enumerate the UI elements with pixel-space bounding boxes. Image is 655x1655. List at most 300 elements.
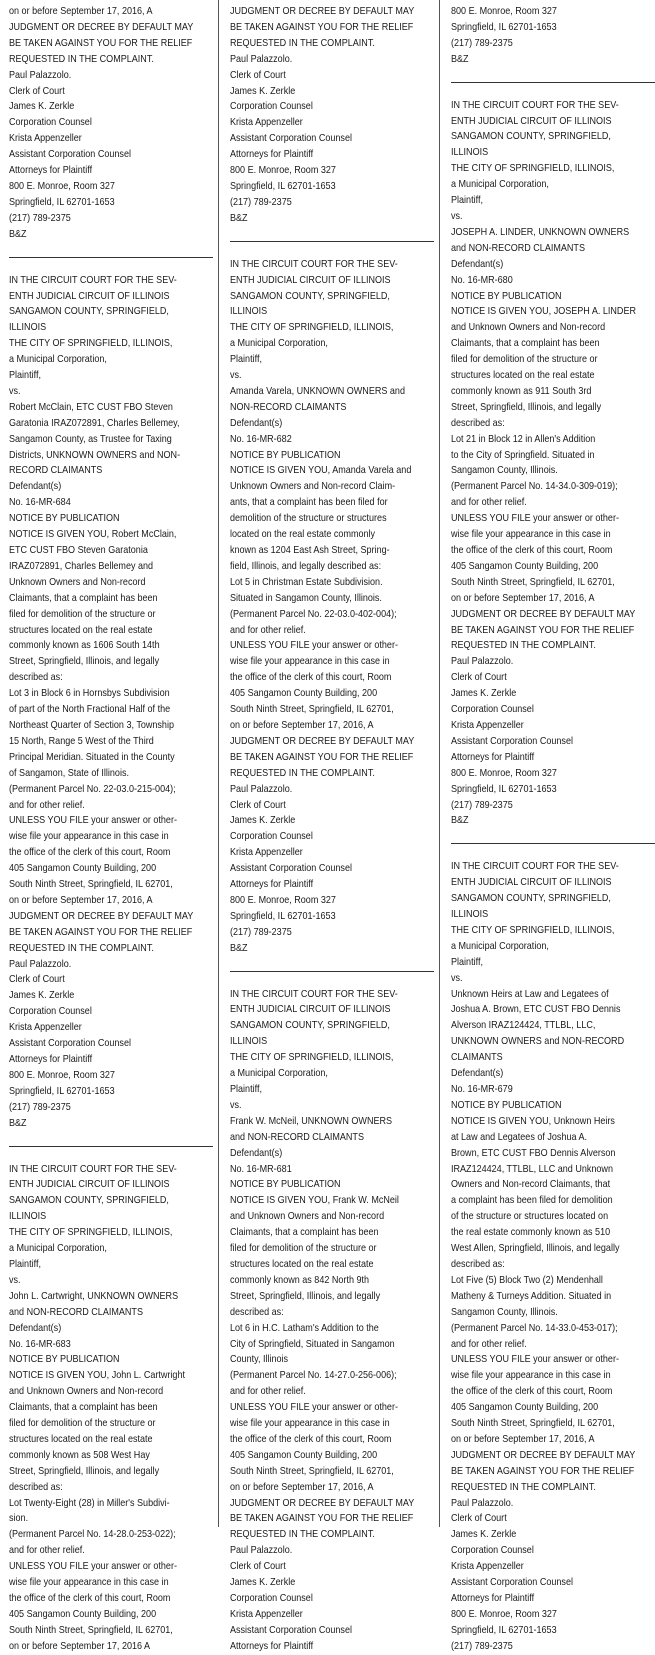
legal-notice	[9, 1162, 213, 1655]
notice-text-line: Assistant Corporation Counsel	[9, 148, 131, 161]
column-1	[9, 4, 213, 1655]
notice-text-line: THE CITY OF SPRINGFIELD, ILLINOIS,	[451, 162, 615, 175]
notice-text-line: UNKNOWN OWNERS and NON-RECORD	[451, 1035, 625, 1048]
notice-text-line: Principal Meridian. Situated in the County	[9, 750, 175, 763]
notice-text-line: the real estate commonly known as 510	[451, 1226, 611, 1239]
notice-text-line: described as:	[451, 416, 505, 429]
notice-text-line: Sangamon County, Illinois.	[451, 464, 558, 477]
notice-text-line: Corporation Counsel	[230, 1592, 313, 1604]
notice-text-line: vs.	[451, 971, 463, 984]
notice-text-line: UNLESS YOU FILE your answer or other-	[230, 1401, 398, 1414]
notice-text-line: Paul Palazzolo.	[230, 1544, 293, 1557]
notice-text-line: Robert McClain, ETC CUST FBO Steven	[9, 400, 173, 413]
notice-text-line: Claimants, that a complaint has been	[451, 337, 600, 350]
notice-text-line: RECORD CLAIMANTS	[9, 464, 103, 477]
notice-text-line: Claimants, that a complaint has been	[9, 591, 158, 604]
notice-text-line: Street, Springfield, Illinois, and legally	[9, 655, 160, 668]
legal-notice	[9, 4, 213, 243]
notice-text-line: Clerk of Court	[230, 1560, 286, 1573]
notice-text-line: wise file your appearance in this case in	[230, 1417, 390, 1430]
notice-text-line: Krista Appenzeller	[451, 718, 524, 731]
notice-text-line: Attorneys for Plaintiff	[451, 750, 535, 763]
notice-text-line: Assistant Corporation Counsel	[451, 1576, 573, 1589]
legal-notice	[451, 4, 655, 68]
notice-text-line: Claimants, that a complaint has been	[9, 1401, 158, 1414]
notice-text-line: Assistant Corporation Counsel	[9, 1037, 131, 1050]
notice-text-line: NOTICE BY PUBLICATION	[230, 448, 341, 461]
notice-text-line: REQUESTED IN THE COMPLAINT.	[230, 766, 375, 779]
notice-text-line: UNLESS YOU FILE your answer or other-	[230, 639, 398, 652]
notice-text-line: wise file your appearance in this case in	[230, 655, 390, 668]
notice-text-line: Lot 6 in H.C. Latham's Addition to the	[230, 1321, 379, 1334]
notice-text-line: filed for demolition of the structure or	[230, 1242, 377, 1255]
notice-text-line: City of Springfield, Situated in Sangamon	[230, 1337, 395, 1350]
notice-text-line: B&Z	[230, 211, 248, 224]
notice-text-line: (Permanent Parcel No. 14-28.0-253-022);	[9, 1528, 176, 1541]
notice-text-line: Defendant(s)	[451, 257, 504, 270]
notice-text-line: NOTICE BY PUBLICATION	[9, 1353, 120, 1366]
notice-separator	[230, 971, 434, 972]
notice-text-line: Attorneys for Plaintiff	[451, 1592, 535, 1604]
notice-text-line: Paul Palazzolo.	[451, 1496, 514, 1509]
notice-text-line: Alverson IRAZ124424, TTLBL, LLC,	[451, 1019, 596, 1032]
notice-text-line: Assistant Corporation Counsel	[451, 734, 573, 747]
notice-text-line: 405 Sangamon County Building, 200	[230, 1448, 378, 1461]
notice-text-line: field, Illinois, and legally described as:	[230, 559, 382, 572]
notice-text-line: and Unknown Owners and Non-record	[9, 1385, 164, 1398]
notice-text-line: Springfield, IL 62701-1653	[451, 782, 557, 795]
notice-text-line: No. 16-MR-680	[451, 273, 513, 286]
notice-text-line: a Municipal Corporation,	[451, 178, 549, 191]
notice-text-line: ENTH JUDICIAL CIRCUIT OF ILLINOIS	[9, 289, 170, 302]
notice-text-line: JUDGMENT OR DECREE BY DEFAULT MAY	[9, 20, 194, 33]
notice-text-line: (Permanent Parcel No. 14-33.0-453-017);	[451, 1321, 618, 1334]
notice-text-line: BE TAKEN AGAINST YOU FOR THE RELIEF	[230, 750, 414, 763]
notice-text-line: Corporation Counsel	[9, 116, 92, 129]
notice-text-line: Springfield, IL 62701-1653	[9, 1084, 115, 1097]
notice-text-line: BE TAKEN AGAINST YOU FOR THE RELIEF	[451, 623, 635, 636]
notice-text-line: ENTH JUDICIAL CIRCUIT OF ILLINOIS	[230, 273, 391, 286]
notice-separator	[9, 1146, 213, 1147]
notice-text-line: Districts, UNKNOWN OWNERS and NON-	[9, 448, 181, 461]
notice-text-line: No. 16-MR-679	[451, 1083, 513, 1095]
notice-text-line: James K. Zerkle	[451, 687, 517, 700]
notice-text-line: Attorneys for Plaintiff	[230, 148, 314, 161]
notice-text-line: No. 16-MR-681	[230, 1162, 292, 1175]
notice-text-line: ENTH JUDICIAL CIRCUIT OF ILLINOIS	[9, 1178, 170, 1191]
notice-text-line: THE CITY OF SPRINGFIELD, ILLINOIS,	[230, 321, 394, 334]
notice-text-line: to the City of Springfield. Situated in	[451, 448, 595, 461]
notice-text-line: and for other relief.	[451, 1337, 527, 1350]
notice-text-line: THE CITY OF SPRINGFIELD, ILLINOIS,	[230, 1051, 394, 1064]
notice-text-line: and NON-RECORD CLAIMANTS	[9, 1305, 143, 1318]
notice-text-line: 405 Sangamon County Building, 200	[230, 687, 378, 700]
notice-text-line: on or before September 17, 2016, A	[9, 5, 153, 17]
notice-text-line: John L. Cartwright, UNKNOWN OWNERS	[9, 1289, 179, 1302]
notice-text-line: UNLESS YOU FILE your answer or other-	[9, 1560, 177, 1573]
notice-text-line: Matheny & Turneys Addition. Situated in	[451, 1289, 612, 1302]
notice-text-line: ILLINOIS	[230, 1035, 268, 1048]
notice-text-line: ILLINOIS	[9, 321, 47, 334]
notice-text-line: Lot 5 in Christman Estate Subdivision.	[230, 575, 383, 588]
notice-text-line: Unknown Heirs at Law and Legatees of	[451, 987, 609, 1000]
notice-text-line: Attorneys for Plaintiff	[9, 1053, 93, 1065]
notice-text-line: described as:	[9, 1480, 63, 1493]
notice-text-line: (217) 789-2375	[230, 925, 292, 938]
notice-text-line: South Ninth Street, Springfield, IL 62701,	[9, 1623, 173, 1636]
notice-text-line: South Ninth Street, Springfield, IL 62701,	[9, 878, 173, 891]
notice-text-line: NON-RECORD CLAIMANTS	[230, 400, 347, 413]
notice-text-line: known as 1204 East Ash Street, Spring-	[230, 544, 390, 556]
notice-text-line: Paul Palazzolo.	[451, 655, 514, 668]
notice-text-line: NOTICE IS GIVEN YOU, Frank W. McNeil	[230, 1194, 399, 1207]
notice-text-line: ILLINOIS	[451, 146, 489, 159]
notice-text-line: Krista Appenzeller	[451, 1560, 524, 1573]
notice-text-line: James K. Zerkle	[9, 100, 75, 113]
notice-text-line: ants, that a complaint has been filed for	[230, 496, 388, 509]
notice-text-line: UNLESS YOU FILE your answer or other-	[451, 1353, 619, 1366]
notice-text-line: Springfield, IL 62701-1653	[451, 1623, 557, 1636]
notice-text-line: NOTICE BY PUBLICATION	[9, 512, 120, 525]
notice-text-line: BE TAKEN AGAINST YOU FOR THE RELIEF	[230, 1512, 414, 1525]
notice-separator	[451, 843, 655, 844]
notice-text-line: Clerk of Court	[451, 1512, 507, 1525]
notice-text-line: Owners and Non-record Claimants, that	[451, 1178, 611, 1191]
notice-text-line: of Sangamon, State of Illinois.	[9, 766, 129, 779]
notice-text-line: structures located on the real estate	[451, 369, 595, 382]
notice-text-line: JUDGMENT OR DECREE BY DEFAULT MAY	[230, 734, 415, 747]
notice-text-line: South Ninth Street, Springfield, IL 62701,	[230, 1464, 394, 1477]
notice-text-line: Unknown Owners and Non-record	[9, 575, 146, 588]
notice-text-line: SANGAMON COUNTY, SPRINGFIELD,	[9, 305, 169, 318]
notice-text-line: 800 E. Monroe, Room 327	[9, 1068, 115, 1081]
notice-separator	[451, 82, 655, 83]
legal-notice	[230, 4, 434, 227]
notice-text-line: a Municipal Corporation,	[230, 337, 328, 350]
notice-text-line: Defendant(s)	[230, 1146, 283, 1159]
notice-text-line: West Allen, Springfield, Illinois, and legally	[451, 1242, 620, 1255]
notice-text-line: Krista Appenzeller	[230, 116, 303, 129]
notice-text-line: Paul Palazzolo.	[230, 782, 293, 795]
notice-text-line: Assistant Corporation Counsel	[230, 1623, 352, 1636]
notice-text-line: UNLESS YOU FILE your answer or other-	[9, 814, 177, 827]
notice-text-line: 15 North, Range 5 West of the Third	[9, 734, 154, 747]
notice-text-line: Corporation Counsel	[451, 703, 534, 716]
notice-text-line: (217) 789-2375	[9, 211, 71, 224]
notice-text-line: and for other relief.	[451, 496, 527, 509]
notice-text-line: described as:	[230, 1305, 284, 1318]
notice-text-line: commonly known as 842 North 9th	[230, 1273, 370, 1286]
notice-text-line: Northeast Quarter of Section 3, Township	[9, 718, 174, 731]
notice-text-line: the office of the clerk of this court, Room	[451, 544, 613, 556]
notice-text-line: ILLINOIS	[230, 305, 268, 318]
notice-text-line: vs.	[230, 1098, 242, 1111]
notice-text-line: 405 Sangamon County Building, 200	[9, 862, 157, 875]
notice-text-line: Joshua A. Brown, ETC CUST FBO Dennis	[451, 1003, 621, 1016]
notice-text-line: South Ninth Street, Springfield, IL 62701,	[451, 1417, 615, 1430]
notice-text-line: NOTICE BY PUBLICATION	[451, 1098, 562, 1111]
notice-text-line: located on the real estate commonly	[230, 528, 376, 541]
notice-text-line: IN THE CIRCUIT COURT FOR THE SEV-	[9, 1162, 177, 1175]
notice-text-line: at Law and Legatees of Joshua A.	[451, 1130, 588, 1143]
notice-text-line: Unknown Owners and Non-record Claim-	[230, 480, 396, 493]
notice-text-line: IN THE CIRCUIT COURT FOR THE SEV-	[230, 987, 398, 1000]
notice-text-line: (Permanent Parcel No. 14-27.0-256-006);	[230, 1369, 397, 1382]
notice-text-line: commonly known as 1606 South 14th	[9, 639, 160, 652]
notice-text-line: Defendant(s)	[9, 1321, 62, 1334]
notice-text-line: Krista Appenzeller	[9, 132, 82, 145]
notice-text-line: on or before September 17, 2016 A	[9, 1639, 151, 1652]
notice-text-line: commonly known as 508 West Hay	[9, 1448, 150, 1461]
notice-text-line: Clerk of Court	[230, 798, 286, 811]
notice-text-line: ILLINOIS	[451, 908, 489, 921]
legal-notice	[230, 987, 434, 1655]
notice-text-line: a complaint has been filed for demolition	[451, 1194, 613, 1207]
notice-text-line: sion.	[9, 1512, 29, 1525]
notice-text-line: (Permanent Parcel No. 22-03.0-402-004);	[230, 607, 397, 620]
notice-text-line: BE TAKEN AGAINST YOU FOR THE RELIEF	[230, 20, 414, 33]
notice-text-line: and for other relief.	[9, 798, 85, 811]
legal-notice	[451, 859, 655, 1654]
column-3	[451, 4, 655, 1655]
notice-text-line: 800 E. Monroe, Room 327	[451, 1607, 557, 1620]
notice-text-line: ENTH JUDICIAL CIRCUIT OF ILLINOIS	[230, 1003, 391, 1016]
notice-text-line: James K. Zerkle	[230, 814, 296, 827]
notice-text-line: vs.	[451, 209, 463, 222]
notice-text-line: (Permanent Parcel No. 14-34.0-309-019);	[451, 480, 618, 493]
notice-text-line: of the structure or structures located on	[451, 1210, 609, 1223]
notice-text-line: JUDGMENT OR DECREE BY DEFAULT MAY	[230, 1496, 415, 1509]
notice-text-line: IN THE CIRCUIT COURT FOR THE SEV-	[451, 98, 619, 111]
notice-text-line: wise file your appearance in this case in	[9, 1576, 169, 1589]
column-2	[230, 4, 434, 1655]
notice-text-line: (217) 789-2375	[9, 1100, 71, 1113]
notice-text-line: structures located on the real estate	[230, 1257, 374, 1270]
notice-text-line: No. 16-MR-683	[9, 1337, 71, 1350]
notice-separator	[9, 257, 213, 258]
notice-text-line: JUDGMENT OR DECREE BY DEFAULT MAY	[451, 1448, 636, 1461]
notice-text-line: NOTICE IS GIVEN YOU, Amanda Varela and	[230, 464, 412, 477]
notice-text-line: B&Z	[451, 52, 469, 65]
notice-text-line: BE TAKEN AGAINST YOU FOR THE RELIEF	[451, 1464, 635, 1477]
notice-text-line: NOTICE IS GIVEN YOU, John L. Cartwright	[9, 1369, 185, 1382]
notice-text-line: the office of the clerk of this court, Room	[230, 1432, 392, 1445]
notice-text-line: James K. Zerkle	[451, 1528, 517, 1541]
notice-text-line: REQUESTED IN THE COMPLAINT.	[9, 52, 154, 65]
legal-notice	[451, 98, 655, 830]
notice-text-line: 800 E. Monroe, Room 327	[230, 893, 336, 906]
notice-text-line: B&Z	[451, 814, 469, 827]
notice-text-line: Krista Appenzeller	[9, 1021, 82, 1034]
notice-text-line: Plaintiff,	[9, 369, 41, 382]
notice-text-line: THE CITY OF SPRINGFIELD, ILLINOIS,	[9, 1226, 173, 1239]
notice-text-line: on or before September 17, 2016, A	[451, 591, 595, 604]
notice-text-line: the office of the clerk of this court, Room	[9, 1592, 171, 1604]
notice-text-line: NOTICE BY PUBLICATION	[451, 289, 562, 302]
notice-text-line: JUDGMENT OR DECREE BY DEFAULT MAY	[451, 607, 636, 620]
notice-text-line: the office of the clerk of this court, Room	[451, 1385, 613, 1398]
notice-text-line: BE TAKEN AGAINST YOU FOR THE RELIEF	[9, 36, 193, 49]
notice-text-line: Clerk of Court	[9, 84, 65, 97]
notice-text-line: 405 Sangamon County Building, 200	[9, 1607, 157, 1620]
notice-text-line: B&Z	[9, 1116, 27, 1129]
notice-text-line: Clerk of Court	[230, 68, 286, 81]
notice-text-line: Frank W. McNeil, UNKNOWN OWNERS	[230, 1114, 393, 1127]
notice-text-line: on or before September 17, 2016, A	[9, 893, 153, 906]
notice-text-line: ENTH JUDICIAL CIRCUIT OF ILLINOIS	[451, 114, 612, 127]
notice-text-line: Amanda Varela, UNKNOWN OWNERS and	[230, 384, 405, 397]
notice-text-line: (217) 789-2375	[451, 1639, 513, 1652]
notice-text-line: Paul Palazzolo.	[9, 957, 72, 970]
notice-text-line: and NON-RECORD CLAIMANTS	[230, 1130, 364, 1143]
notice-text-line: (217) 789-2375	[451, 798, 513, 811]
notice-text-line: structures located on the real estate	[9, 623, 153, 636]
notice-text-line: Plaintiff,	[230, 1083, 262, 1095]
notice-text-line: IRAZ072891, Charles Bellemey and	[9, 559, 154, 572]
notice-text-line: JUDGMENT OR DECREE BY DEFAULT MAY	[230, 5, 415, 17]
notice-text-line: Street, Springfield, Illinois, and legally	[451, 400, 602, 413]
notice-text-line: wise file your appearance in this case in	[451, 1369, 611, 1382]
notice-text-line: a Municipal Corporation,	[451, 939, 549, 952]
column-divider	[218, 0, 219, 1527]
notice-text-line: Springfield, IL 62701-1653	[9, 195, 115, 208]
notice-text-line: structures located on the real estate	[9, 1432, 153, 1445]
notice-text-line: REQUESTED IN THE COMPLAINT.	[230, 1528, 375, 1541]
notice-text-line: Clerk of Court	[451, 671, 507, 684]
notice-text-line: and NON-RECORD CLAIMANTS	[451, 241, 585, 254]
notice-text-line: Corporation Counsel	[451, 1544, 534, 1557]
notice-text-line: Lot 21 in Block 12 in Allen's Addition	[451, 432, 596, 445]
notice-text-line: wise file your appearance in this case in	[451, 528, 611, 541]
notice-text-line: B&Z	[230, 941, 248, 954]
notice-text-line: 405 Sangamon County Building, 200	[451, 559, 599, 572]
notice-text-line: ETC CUST FBO Steven Garatonia	[9, 544, 148, 556]
notice-text-line: Attorneys for Plaintiff	[9, 164, 93, 177]
notice-text-line: 800 E. Monroe, Room 327	[451, 766, 557, 779]
notice-text-line: (217) 789-2375	[451, 36, 513, 49]
notice-text-line: Plaintiff,	[230, 353, 262, 366]
notice-text-line: on or before September 17, 2016, A	[230, 718, 374, 731]
column-divider	[439, 0, 440, 1527]
notice-text-line: James K. Zerkle	[230, 84, 296, 97]
notice-text-line: Corporation Counsel	[230, 830, 313, 843]
notice-text-line: THE CITY OF SPRINGFIELD, ILLINOIS,	[451, 923, 615, 936]
notice-text-line: THE CITY OF SPRINGFIELD, ILLINOIS,	[9, 337, 173, 350]
notice-text-line: IN THE CIRCUIT COURT FOR THE SEV-	[9, 273, 177, 286]
notice-text-line: Sangamon County, as Trustee for Taxing	[9, 432, 172, 445]
notice-text-line: CLAIMANTS	[451, 1051, 503, 1064]
notice-text-line: Plaintiff,	[9, 1257, 41, 1270]
notice-text-line: Assistant Corporation Counsel	[230, 132, 352, 145]
notice-text-line: Brown, ETC CUST FBO Dennis Alverson	[451, 1146, 616, 1159]
notice-text-line: 800 E. Monroe, Room 327	[230, 164, 336, 177]
notice-text-line: SANGAMON COUNTY, SPRINGFIELD,	[9, 1194, 169, 1207]
notice-text-line: and Unknown Owners and Non-record	[230, 1210, 385, 1223]
notice-text-line: Lot Five (5) Block Two (2) Mendenhall	[451, 1273, 603, 1286]
notice-text-line: 800 E. Monroe, Room 327	[9, 179, 115, 192]
legal-notice	[230, 257, 434, 957]
notice-text-line: REQUESTED IN THE COMPLAINT.	[230, 36, 375, 49]
notice-text-line: JOSEPH A. LINDER, UNKNOWN OWNERS	[451, 225, 630, 238]
notice-text-line: and for other relief.	[230, 1385, 306, 1398]
notice-text-line: Street, Springfield, Illinois, and legally	[9, 1464, 160, 1477]
notice-text-line: Assistant Corporation Counsel	[230, 862, 352, 875]
notice-text-line: Krista Appenzeller	[230, 1607, 303, 1620]
legal-notice	[9, 273, 213, 1132]
notice-text-line: on or before September 17, 2016, A	[451, 1432, 595, 1445]
notice-text-line: IRAZ124424, TTLBL, LLC and Unknown	[451, 1162, 613, 1175]
notice-text-line: Plaintiff,	[451, 194, 483, 207]
notice-text-line: Defendant(s)	[9, 480, 62, 493]
notice-text-line: James K. Zerkle	[230, 1576, 296, 1589]
notice-text-line: the office of the clerk of this court, Room	[9, 846, 171, 859]
notice-text-line: (217) 789-2375	[230, 195, 292, 208]
notice-text-line: Krista Appenzeller	[230, 846, 303, 859]
notice-text-line: the office of the clerk of this court, Room	[230, 671, 392, 684]
notice-text-line: commonly known as 911 South 3rd	[451, 384, 592, 397]
notice-text-line: REQUESTED IN THE COMPLAINT.	[9, 941, 154, 954]
notice-text-line: Defendant(s)	[451, 1067, 504, 1080]
notice-text-line: Lot Twenty-Eight (28) in Miller's Subdivi-	[9, 1496, 170, 1509]
notice-text-line: and for other relief.	[9, 1544, 85, 1557]
notice-text-line: SANGAMON COUNTY, SPRINGFIELD,	[451, 130, 611, 143]
notice-text-line: Attorneys for Plaintiff	[230, 1639, 314, 1652]
notice-text-line: a Municipal Corporation,	[230, 1067, 328, 1080]
notice-text-line: (Permanent Parcel No. 22-03.0-215-004);	[9, 782, 176, 795]
notice-text-line: SANGAMON COUNTY, SPRINGFIELD,	[451, 892, 611, 905]
notice-text-line: wise file your appearance in this case in	[9, 830, 169, 843]
notice-text-line: REQUESTED IN THE COMPLAINT.	[451, 639, 596, 652]
notice-text-line: described as:	[9, 671, 63, 684]
notice-text-line: NOTICE IS GIVEN YOU, Unknown Heirs	[451, 1114, 615, 1127]
notice-text-line: Claimants, that a complaint has been	[230, 1226, 379, 1239]
notice-text-line: filed for demolition of the structure or	[9, 607, 156, 620]
notice-text-line: and for other relief.	[230, 623, 306, 636]
notice-text-line: described as:	[451, 1257, 505, 1270]
notice-text-line: Street, Springfield, Illinois, and legally	[230, 1289, 381, 1302]
notice-text-line: Attorneys for Plaintiff	[230, 878, 314, 891]
notice-text-line: Paul Palazzolo.	[9, 68, 72, 81]
notice-separator	[230, 241, 434, 242]
notice-text-line: Garatonia IRAZ072891, Charles Bellemey,	[9, 416, 180, 429]
notice-text-line: NOTICE IS GIVEN YOU, Robert McClain,	[9, 528, 177, 541]
notice-text-line: Plaintiff,	[451, 955, 483, 968]
notice-text-line: James K. Zerkle	[9, 989, 75, 1002]
notice-text-line: on or before September 17, 2016, A	[230, 1480, 374, 1493]
notice-text-line: JUDGMENT OR DECREE BY DEFAULT MAY	[9, 909, 194, 922]
notice-text-line: County, Illinois	[230, 1353, 289, 1366]
notice-text-line: UNLESS YOU FILE your answer or other-	[451, 512, 619, 525]
notice-text-line: Springfield, IL 62701-1653	[230, 179, 336, 192]
notice-text-line: ENTH JUDICIAL CIRCUIT OF ILLINOIS	[451, 876, 612, 889]
notice-text-line: filed for demolition of the structure or	[9, 1417, 156, 1430]
notice-text-line: filed for demolition of the structure or	[451, 353, 598, 366]
notice-text-line: Clerk of Court	[9, 973, 65, 986]
notice-text-line: Defendant(s)	[230, 416, 283, 429]
notice-text-line: NOTICE BY PUBLICATION	[230, 1178, 341, 1191]
notice-text-line: BE TAKEN AGAINST YOU FOR THE RELIEF	[9, 925, 193, 938]
notice-text-line: Springfield, IL 62701-1653	[451, 20, 557, 33]
notice-text-line: 800 E. Monroe, Room 327	[451, 5, 557, 17]
notice-text-line: SANGAMON COUNTY, SPRINGFIELD,	[230, 289, 390, 302]
notice-text-line: 405 Sangamon County Building, 200	[451, 1401, 599, 1414]
notice-text-line: IN THE CIRCUIT COURT FOR THE SEV-	[230, 257, 398, 270]
notice-text-line: IN THE CIRCUIT COURT FOR THE SEV-	[451, 860, 619, 873]
notice-text-line: vs.	[230, 369, 242, 382]
notice-text-line: Corporation Counsel	[230, 100, 313, 113]
notice-text-line: Lot 3 in Block 6 in Hornsbys Subdivision	[9, 687, 170, 700]
notice-text-line: No. 16-MR-682	[230, 432, 292, 445]
